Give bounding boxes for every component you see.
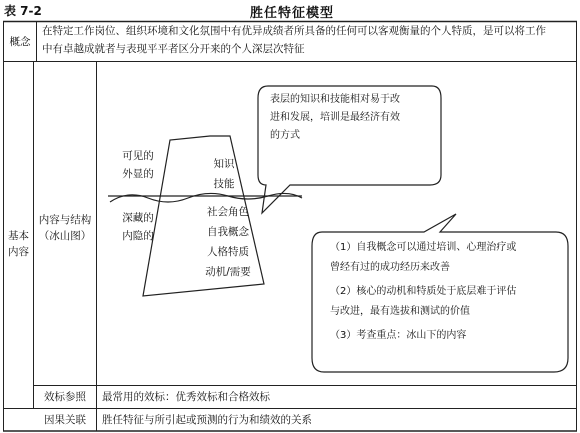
bottom-bubble-line3: （2）核心的动机和特质处于底层难于评估 xyxy=(330,286,517,297)
table-number: 表 7-2 xyxy=(4,4,42,18)
structure-label-line2: （冰山图） xyxy=(38,230,92,242)
benchmark-label: 效标参照 xyxy=(44,391,86,403)
top-bubble-line3: 的方式 xyxy=(270,130,300,141)
table-title: 胜任特征模型 xyxy=(250,6,335,21)
iceberg-social-role: 社会角色 xyxy=(207,206,249,218)
hidden-label-line1: 深藏的 xyxy=(122,212,154,224)
visible-label-line2: 外显的 xyxy=(122,168,154,180)
iceberg-skill: 技能 xyxy=(213,178,235,190)
top-bubble-line1: 表层的知识和技能相对易于改 xyxy=(270,94,400,105)
concept-text-line2: 中有卓越成就者与表现平平者区分开来的个人深层次特征 xyxy=(42,43,305,55)
concept-label: 概念 xyxy=(9,36,31,48)
bottom-bubble-line4: 与改进，最有选拔和测试的价值 xyxy=(330,306,470,317)
hidden-label-line2: 内隐的 xyxy=(122,230,154,242)
basic-label-line2: 内容 xyxy=(8,246,29,258)
iceberg-personality: 人格特质 xyxy=(207,246,249,258)
structure-label-line1: 内容与结构 xyxy=(38,214,92,226)
bottom-bubble-line5: （3）考查重点：冰山下的内容 xyxy=(330,330,467,341)
visible-label-line1: 可见的 xyxy=(122,150,154,162)
bottom-bubble-line2: 曾经有过的成功经历来改善 xyxy=(330,262,450,273)
iceberg-motivation: 动机/需要 xyxy=(205,266,251,278)
top-bubble-line2: 进和发展，培训是最经济有效 xyxy=(270,112,400,123)
iceberg-knowledge: 知识 xyxy=(213,158,235,170)
concept-text-line1: 在特定工作岗位、组织环境和文化氛围中有优异成绩者所具备的任何可以客观衡量的个人特质，是可以将工作 xyxy=(42,25,546,37)
iceberg-self-concept: 自我概念 xyxy=(207,226,249,238)
causal-label: 因果关联 xyxy=(44,414,86,426)
bottom-bubble-line1: （1）自我概念可以通过培训、心理治疗或 xyxy=(330,242,517,253)
basic-label-line1: 基本 xyxy=(8,230,29,242)
causal-text: 胜任特征与所引起或预测的行为和绩效的关系 xyxy=(102,414,312,426)
benchmark-text: 最常用的效标：优秀效标和合格效标 xyxy=(102,391,270,403)
